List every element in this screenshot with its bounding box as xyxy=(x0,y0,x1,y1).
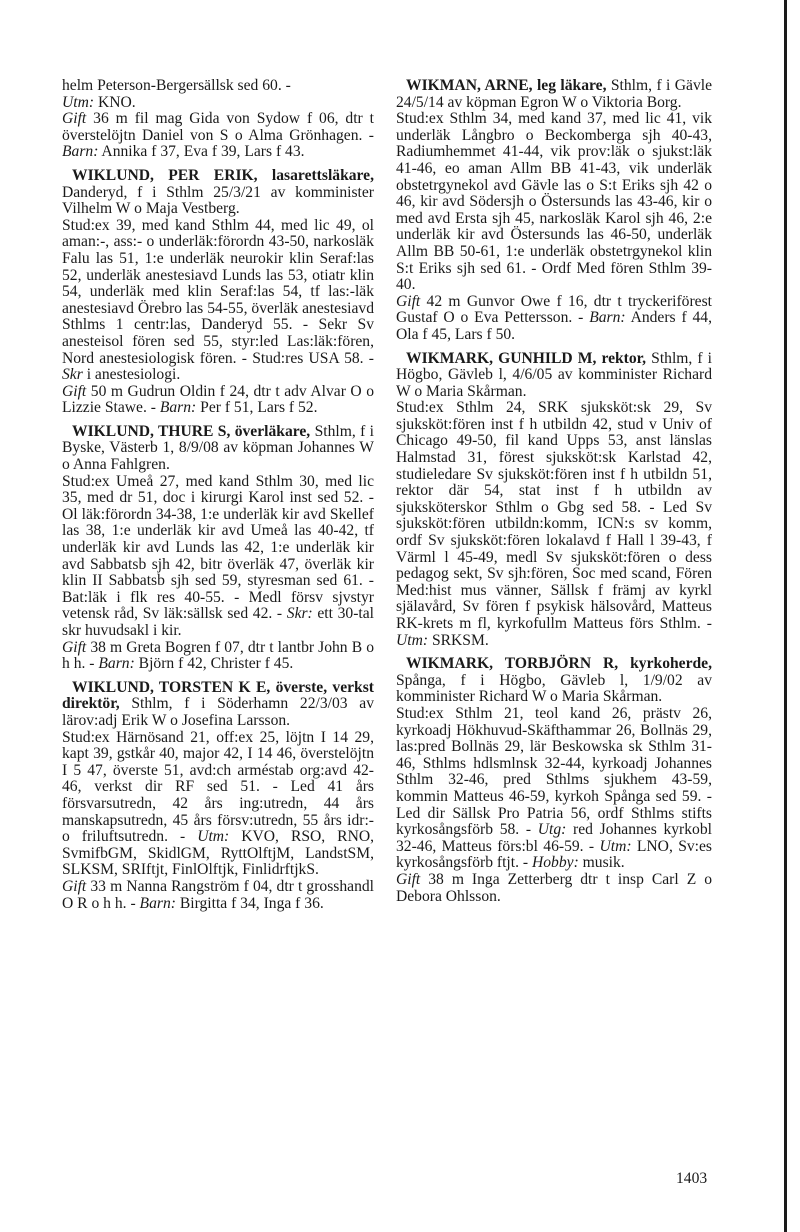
entry-stud xyxy=(62,730,374,879)
entry-name: WIKLUND, PER ERIK, xyxy=(72,166,258,184)
entry-stud xyxy=(396,111,712,294)
entry-title: leg läkare, xyxy=(532,77,607,94)
entry-heading xyxy=(62,168,374,218)
hobby-text: musik. xyxy=(578,854,625,872)
entry-intro: Sthlm, f i Högbo, Gävleb l, 4/6/05 av komminister Richard W o Maria Skårman. xyxy=(396,349,712,400)
entry-wikmark-gunhild xyxy=(396,351,712,650)
entry-stud xyxy=(62,218,374,384)
utm-text: SRKSM. xyxy=(428,631,489,649)
entry-line xyxy=(62,95,374,112)
page-number: 1403 xyxy=(676,1170,708,1187)
gift-text: 42 m Gunvor Owe f 16, dtr t tryckeriförest Gustaf O o Eva Pettersson. - xyxy=(396,292,712,327)
entry-title: kyrkoherde, xyxy=(618,655,712,673)
entry-title: lasarettsläkare, xyxy=(257,166,374,184)
entry-heading xyxy=(62,680,374,730)
stud-text: Stud:ex Sthlm 24, SRK sjuksköt:sk 29, Sv sjuksköt:fören inst f h utbildn 42, stud v Univ of Chicago 49-50, fil kand Upps 53, anst länslas Halmstad 31, förest sjuksköt:sk Karlstad 42, studieledare Sv sjuksköt:fören inst f h utbildn 51, rektor där 54, stat inst f h utbildn av sjuksköterskor Sthlm o Gbg sed 58. - Led Sv sjuksköt:fören utbildn:komm, ICN:s sv komm, ordf Sv sjuksköt:fören lokalavd f Hall l 39-43, f Värml l 45-49, medl Sv sjuksköt:fören o dess pedagog sekt, Sv sjh:fören, Soc med scand, Fören Med:hist mus vänner, Sällsk f främj av kyrkl själavård, Sv fören f psykisk hälsovård, Matteus RK-krets m fl, kyrkofullm Matteus förs Sthlm. - xyxy=(396,399,712,632)
barn-label: Barn: xyxy=(159,399,197,417)
gift-label: Gift xyxy=(396,870,421,888)
utm-label: Utm: xyxy=(599,837,632,855)
gift-text: 33 m Nanna Rangström f 04, dtr t grosshandl O R o h h. - xyxy=(62,877,374,912)
gift-label: Gift xyxy=(62,382,87,400)
barn-label: Barn: xyxy=(62,143,99,161)
gift-text: 50 m Gudrun Oldin f 24, dtr t adv Alvar O o Lizzie Stawe. - xyxy=(62,382,374,417)
stud-text: Stud:ex Sthlm 21, teol kand 26, prästv 26, kyrkoadj Hökhuvud-Skäfthammar 26, Bollnäs 29, las:pred Bollnäs 29, lär Beskowska sk Sthlm 31-46, Sthlms hdlsmlnsk 32-44, kyrkoadj Johannes Sthlm 32-46, pred Sthlms sjukhem 43-59, kommin Matteus 46-59, kyrkoh Spånga sed 59. - Led dir Sällsk Pro Patria 56, ordf Sthlms stifts kyrkosångsförb 58. - xyxy=(396,704,712,839)
gift-label: Gift xyxy=(62,877,87,895)
entry-stud xyxy=(396,400,712,649)
entry-name: WIKMARK, TORBJÖRN R, xyxy=(406,655,619,673)
barn-text: Birgitta f 34, Inga f 36. xyxy=(175,894,324,912)
gift-text: 38 m Greta Bogren f 07, dtr t lantbr John B o h h. - xyxy=(62,638,374,673)
entry-wikmark-torbjorn xyxy=(396,656,712,905)
entry-title: överste, verkst direktör, xyxy=(62,678,374,713)
entry-heading xyxy=(396,656,712,706)
skr-text: i anestesiologi. xyxy=(82,366,181,384)
utg-text: red Johannes kyrkobl 32-46, Matteus förs:bl 46-59. - xyxy=(396,821,712,855)
barn-text: Anders f 44, Ola f 45, Lars f 50. xyxy=(396,309,712,343)
skr-label: Skr: xyxy=(286,605,313,623)
entry-heading xyxy=(62,424,374,474)
entry-name: WIKLUND, TORSTEN K E, xyxy=(72,678,271,696)
barn-label: Barn: xyxy=(98,655,135,673)
entry-wiklund-thure xyxy=(62,424,374,673)
entry-gift xyxy=(62,640,374,673)
entry-stud xyxy=(62,474,374,640)
entry-wikman-arne xyxy=(396,78,712,344)
barn-text: Annika f 37, Eva f 39, Lars f 43. xyxy=(98,143,305,161)
entry-text: helm Peterson-Bergersällsk sed 60. - xyxy=(62,77,291,94)
stud-text: Stud:ex Umeå 27, med kand Sthlm 30, med lic 35, med dr 51, doc i kirurgi Karol inst sed 52. - Ol läk:förordn 34-38, 1:e underläk kir avd Skellef las 38, 1:e underläk kir avd Umeå las 40-42, tf underläk kir avd Lunds las 42, 1:e underläk kir avd Sabbatsb sjh 42, bitr överläk 47, överläk kir klin II Sabbatsb sjh sed 59, styresman sed 61. - Bat:läk i flk res 40-55. - Medl försv sjvstyr vetensk råd, Sv läk:sällsk sed 42. - xyxy=(62,472,374,623)
barn-label: Barn: xyxy=(589,309,626,327)
entry-intro: Sthlm, f i Byske, Västerb 1, 8/9/08 av köpman Johannes W o Anna Fahlgren. xyxy=(62,422,374,474)
entry-gift xyxy=(62,384,374,417)
entry-name: WIKLUND, THURE S, xyxy=(72,422,231,440)
utm-text: LNO, Sv:es kyrkosångsförb ftjt. - xyxy=(396,837,712,872)
utm-value: KNO. xyxy=(94,93,136,111)
entry-stud xyxy=(396,706,712,872)
entry-line xyxy=(62,78,374,95)
hobby-label: Hobby: xyxy=(532,854,579,872)
skr-label: Skr xyxy=(62,366,83,384)
barn-text: Björn f 42, Christer f 45. xyxy=(134,655,294,673)
stud-text: Stud:ex Härnösand 21, off:ex 25, löjtn I 14 29, kapt 39, gstkår 40, major 42, I 14 46, överstelöjtn I 5 47, överste 51, avd:ch arméstab org:avd 42-46, verkst dir RF sed 51. - Led 41 års försvarsutredn, 42 års ing:utredn, 44 års manskapsutredn, 45 års försv:utredn, 55 års idr:- o friluftsutredn. - xyxy=(62,728,374,846)
utm-label: Utm: xyxy=(197,828,230,846)
right-column xyxy=(396,78,712,912)
gift-text: 38 m Inga Zetterberg dtr t insp Carl Z o Debora Ohlsson. xyxy=(396,870,712,905)
entry-name: WIKMARK, GUNHILD M, xyxy=(406,349,597,367)
utg-label: Utg: xyxy=(537,821,567,839)
entry-intro: Sthlm, f i Söderhamn 22/3/03 av lärov:adj Erik W o Josefina Larsson. xyxy=(62,695,374,729)
gift-label: Gift xyxy=(396,292,421,310)
entry-wiklund-torsten xyxy=(62,680,374,912)
entry-gift xyxy=(62,111,374,161)
entry-title: rektor, xyxy=(596,349,647,367)
entry-wiklund-per-erik xyxy=(62,168,374,417)
entry-name: WIKMAN, ARNE, xyxy=(406,77,533,94)
utm-label: Utm: xyxy=(396,631,429,649)
left-column xyxy=(62,78,374,919)
barn-text: Per f 51, Lars f 52. xyxy=(196,399,318,417)
gift-label: Gift xyxy=(62,110,87,128)
barn-label: Barn: xyxy=(139,894,176,912)
page-edge-rule xyxy=(784,0,787,1232)
stud-text: Stud:ex 39, med kand Sthlm 44, med lic 49, ol aman:-, ass:- o underläk:förordn 43-50, narkosläk Falu las 51, 1:e underläk neurokir klin Seraf:las 52, underläk anestesiavd Lunds las 53, otiatr klin 54, underläk med klin Seraf:las 54, tf las:-läk anestesiavd Örebro las 54-55, överläk anestesiavd Sthlms 1 centr:las, Danderyd 55. - Sekr Sv anesteisol fören sed 55, styr:led Las:läk:fören, Nord anestesiologisk fören. - Stud:res USA 58. - xyxy=(62,216,374,367)
entry-gift xyxy=(396,872,712,905)
utm-text: KVO, RSO, RNO, SvmifbGM, SkidlGM, RyttOlftjM, LandstSM, SLKSM, SRIftjt, FinlOlftjk, FinlidrftjkS. xyxy=(62,828,374,879)
utm-label: Utm: xyxy=(62,93,95,111)
entry-heading xyxy=(396,351,712,401)
skr-text: ett 30-tal skr huvudsakl i kir. xyxy=(62,605,374,639)
gift-text: 36 m fil mag Gida von Sydow f 06, dtr t överstelöjtn Daniel von S o Alma Grönhagen. - xyxy=(62,110,374,144)
entry-intro: Danderyd, f i Sthlm 25/3/21 av komminister Vilhelm W o Maja Vestberg. xyxy=(62,183,374,218)
entry-gift xyxy=(62,879,374,912)
entry-intro: Spånga, f i Högbo, Gävleb l, 1/9/02 av komminister Richard W o Maria Skårman. xyxy=(396,671,712,706)
entry-heading xyxy=(396,78,712,111)
entry-continuation xyxy=(62,78,374,161)
gift-label: Gift xyxy=(62,638,87,656)
stud-text: Stud:ex Sthlm 34, med kand 37, med lic 41, vik underläk Långbro o Beckomberga sjh 40-43, Radiumhemmet 41-44, vik prov:läk o sjukst:läk 41-46, eo aman Allm BB 41-43, vik underläk obstetrgynekol avd Gävle las o S:t Eriks sjh 42 o 46, kir avd Södersjh o Östersunds las 43-46, kir o med avd Ersta sjh 45, narkosläk Karol sjh 46, 2:e underläk kir avd Östersunds las 46-50, underläk Allm BB 50-61, 1:e underläk obstetrgynekol klin S:t Eriks sjh sed 61. - Ordf Med fören Sthlm 39-40. xyxy=(396,110,712,294)
entry-intro: Sthlm, f i Gävle 24/5/14 av köpman Egron W o Viktoria Borg. xyxy=(396,77,713,111)
entry-gift xyxy=(396,294,712,344)
entry-title: överläkare, xyxy=(230,422,311,440)
